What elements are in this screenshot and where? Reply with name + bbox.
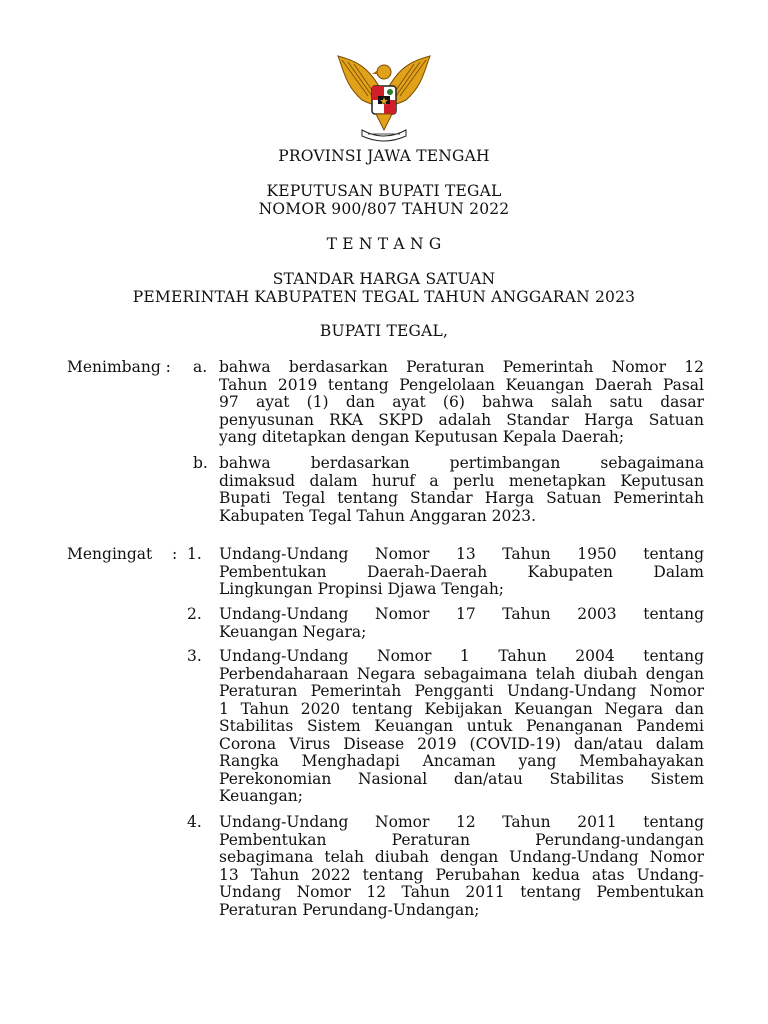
decree-number: NOMOR 900/807 TAHUN 2022 — [258, 200, 510, 218]
text-line: sebagimana telah diubah dengan Undang-Undang Nomor — [219, 848, 704, 866]
text-line: Peraturan Perundang-Undangan; — [219, 900, 480, 919]
subject-line-1: STANDAR HARGA SATUAN — [272, 270, 496, 288]
province-title: PROVINSI JAWA TENGAH — [278, 147, 490, 165]
text-line: Stabilitas Sistem Keuangan untuk Penanganan Pandemi — [219, 717, 704, 735]
mengingat-marker-1: 1. — [187, 545, 202, 563]
menimbang-item-a — [219, 359, 704, 447]
text-line: Pembentukan Peraturan Perundang-undangan — [219, 830, 704, 849]
text-line: Tahun 2019 tentang Pengelolaan Keuangan Daerah Pasal — [219, 375, 704, 394]
tentang-heading: T E N T A N G — [326, 235, 442, 253]
mengingat-colon: : — [172, 545, 178, 563]
text-line: Undang-Undang Nomor 12 Tahun 2011 tentang — [219, 813, 704, 831]
text-line: Perbendaharaan Negara sebagaimana telah diubah dengan — [219, 664, 704, 683]
text-line: 13 Tahun 2022 tentang Perubahan kedua atas Undang- — [219, 865, 704, 884]
mengingat-marker-4: 4. — [187, 813, 202, 831]
text-line: Pembentukan Daerah-Daerah Kabupaten Dalam — [219, 562, 704, 581]
text-line: dimaksud dalam huruf a perlu menetapkan Keputusan — [219, 471, 704, 490]
text-line: Peraturan Pemerintah Pengganti Undang-Undang Nomor — [219, 682, 704, 700]
text-line: Bupati Tegal tentang Standar Harga Satuan Pemerintah — [219, 489, 704, 507]
text-line: Undang-Undang Nomor 13 Tahun 1950 tentang — [219, 545, 704, 563]
text-line: Lingkungan Propinsi Djawa Tengah; — [219, 580, 505, 598]
authority-heading: BUPATI TEGAL, — [319, 322, 449, 340]
menimbang-marker-a: a. — [193, 358, 208, 376]
mengingat-marker-2: 2. — [187, 605, 202, 623]
mengingat-label: Mengingat — [67, 545, 153, 563]
garuda-emblem — [332, 52, 436, 144]
text-line: penyusunan RKA SKPD adalah Standar Harga Satuan — [219, 410, 704, 429]
menimbang-marker-b: b. — [193, 454, 208, 472]
menimbang-item-b — [219, 455, 704, 525]
mengingat-item-2 — [219, 606, 704, 641]
text-line: 1 Tahun 2020 tentang Kebijakan Keuangan Negara dan — [219, 699, 704, 718]
text-line: Corona Virus Disease 2019 (COVID-19) dan/atau dalam — [219, 734, 704, 753]
text-line: Rangka Menghadapi Ancaman yang Membahayakan — [219, 752, 704, 770]
menimbang-label: Menimbang : — [67, 358, 171, 376]
text-line: bahwa berdasarkan pertimbangan sebagaimana — [219, 454, 704, 472]
mengingat-item-3 — [219, 648, 704, 806]
subject-line-2: PEMERINTAH KABUPATEN TEGAL TAHUN ANGGARAN 2023 — [132, 288, 636, 306]
text-line: Undang-Undang Nomor 1 Tahun 2004 tentang — [219, 647, 704, 665]
mengingat-item-4 — [219, 814, 704, 919]
text-line: Undang-Undang Nomor 17 Tahun 2003 tentang — [219, 605, 704, 623]
text-line: Keuangan; — [219, 787, 303, 805]
text-line: Keuangan Negara; — [219, 622, 367, 641]
mengingat-item-1 — [219, 546, 704, 599]
text-line: bahwa berdasarkan Peraturan Pemerintah Nomor 12 — [219, 358, 704, 376]
text-line: yang ditetapkan dengan Keputusan Kepala Daerah; — [219, 428, 625, 446]
text-line: Perekonomian Nasional dan/atau Stabilitas Sistem — [219, 769, 704, 788]
text-line: Kabupaten Tegal Tahun Anggaran 2023. — [219, 506, 537, 525]
text-line: Undang Nomor 12 Tahun 2011 tentang Pembentukan — [219, 883, 704, 901]
text-line: 97 ayat (1) dan ayat (6) bahwa salah satu dasar — [219, 393, 704, 411]
mengingat-marker-3: 3. — [187, 647, 202, 665]
decree-title: KEPUTUSAN BUPATI TEGAL — [266, 182, 502, 200]
